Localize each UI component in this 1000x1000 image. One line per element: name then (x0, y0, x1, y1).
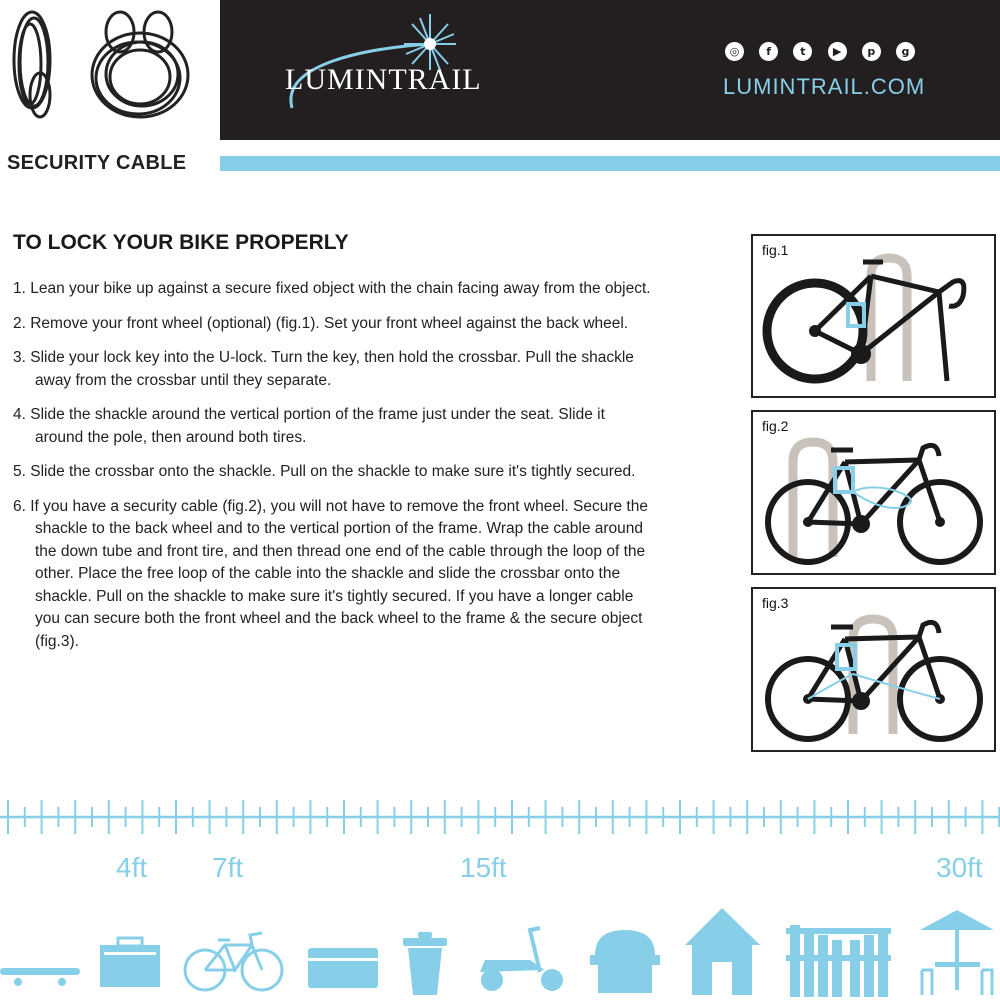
cooler-icon (308, 948, 378, 988)
youtube-icon[interactable]: ▶ (828, 42, 847, 61)
instruction-step: 5. Slide the crossbar onto the shackle. Pull on the shackle to make sure it's tightly secured. (13, 463, 636, 480)
bicycle-icon (185, 933, 282, 990)
scooter-icon (480, 928, 563, 991)
instagram-icon[interactable]: ◎ (725, 42, 744, 61)
instruction-step: 2. Remove your front wheel (optional) (fig.1). Set your front wheel against the back wheel. (13, 314, 629, 332)
security-cable-image (0, 0, 210, 135)
length-label: 30ft (936, 852, 983, 883)
instructions-title: TO LOCK YOUR BIKE PROPERLY (13, 231, 349, 254)
cable-length-ruler (0, 792, 1000, 842)
trash-can-icon (403, 932, 447, 995)
bike-locked-both-wheels-illustration (753, 589, 998, 754)
instruction-step: 3. Slide your lock key into the U-lock. Turn the key, then hold the crossbar. Pull the shackle away from the crossbar until they separate. (13, 349, 634, 389)
social-links (725, 42, 915, 64)
shed-icon (685, 908, 760, 995)
section-label: SECURITY CABLE (7, 152, 187, 174)
lockable-objects (0, 900, 1000, 1000)
instruction-step: 4. Slide the shackle around the vertical portion of the frame just under the seat. Slide it around the pole, then around both tires. (13, 406, 605, 446)
figure-label: fig.3 (762, 595, 789, 611)
grill-icon (590, 930, 660, 993)
facebook-icon[interactable]: f (759, 42, 778, 61)
bike-locked-wheel-removed-illustration (753, 236, 998, 400)
patio-table-icon (920, 910, 994, 995)
instruction-step: 1. Lean your bike up against a secure fixed object with the chain facing away from the object. (13, 280, 651, 297)
figure-label: fig.2 (762, 418, 789, 434)
google-plus-icon[interactable]: g (896, 42, 915, 61)
pinterest-icon[interactable]: p (862, 42, 881, 61)
instruction-step: 6. If you have a security cable (fig.2), you will not have to remove the front wheel. Secure the shackle to the back wheel and to the vertical portion of the frame. Wrap the cable around the down tube and front tire, and then thread one end of the cable through the loop of the other. Place the free loop of the cable into the shackle and slide the crossbar onto the shackle. Pull on the shackle to make sure it's tightly secured. If you have a longer cable you can secure both the front wheel and the back wheel to the frame & the secure object (fig.3). (13, 497, 648, 650)
figure-label: fig.1 (762, 242, 789, 258)
toolbox-icon (100, 938, 160, 987)
length-label: 15ft (460, 852, 507, 883)
length-label: 7ft (212, 852, 244, 883)
length-label: 4ft (116, 852, 148, 883)
instruction-list (13, 278, 653, 665)
figure-2 (751, 410, 996, 575)
gate-icon (786, 925, 891, 997)
figure-3 (751, 587, 996, 752)
accent-bar (220, 156, 1000, 171)
brand-banner (220, 0, 1000, 140)
brand-name: LUMINTRAIL (285, 63, 482, 96)
twitter-icon[interactable]: t (793, 42, 812, 61)
skateboard-icon (0, 968, 80, 986)
website-link[interactable]: LUMINTRAIL.COM (723, 74, 926, 99)
bike-locked-with-cable-illustration (753, 412, 998, 577)
figure-1 (751, 234, 996, 398)
